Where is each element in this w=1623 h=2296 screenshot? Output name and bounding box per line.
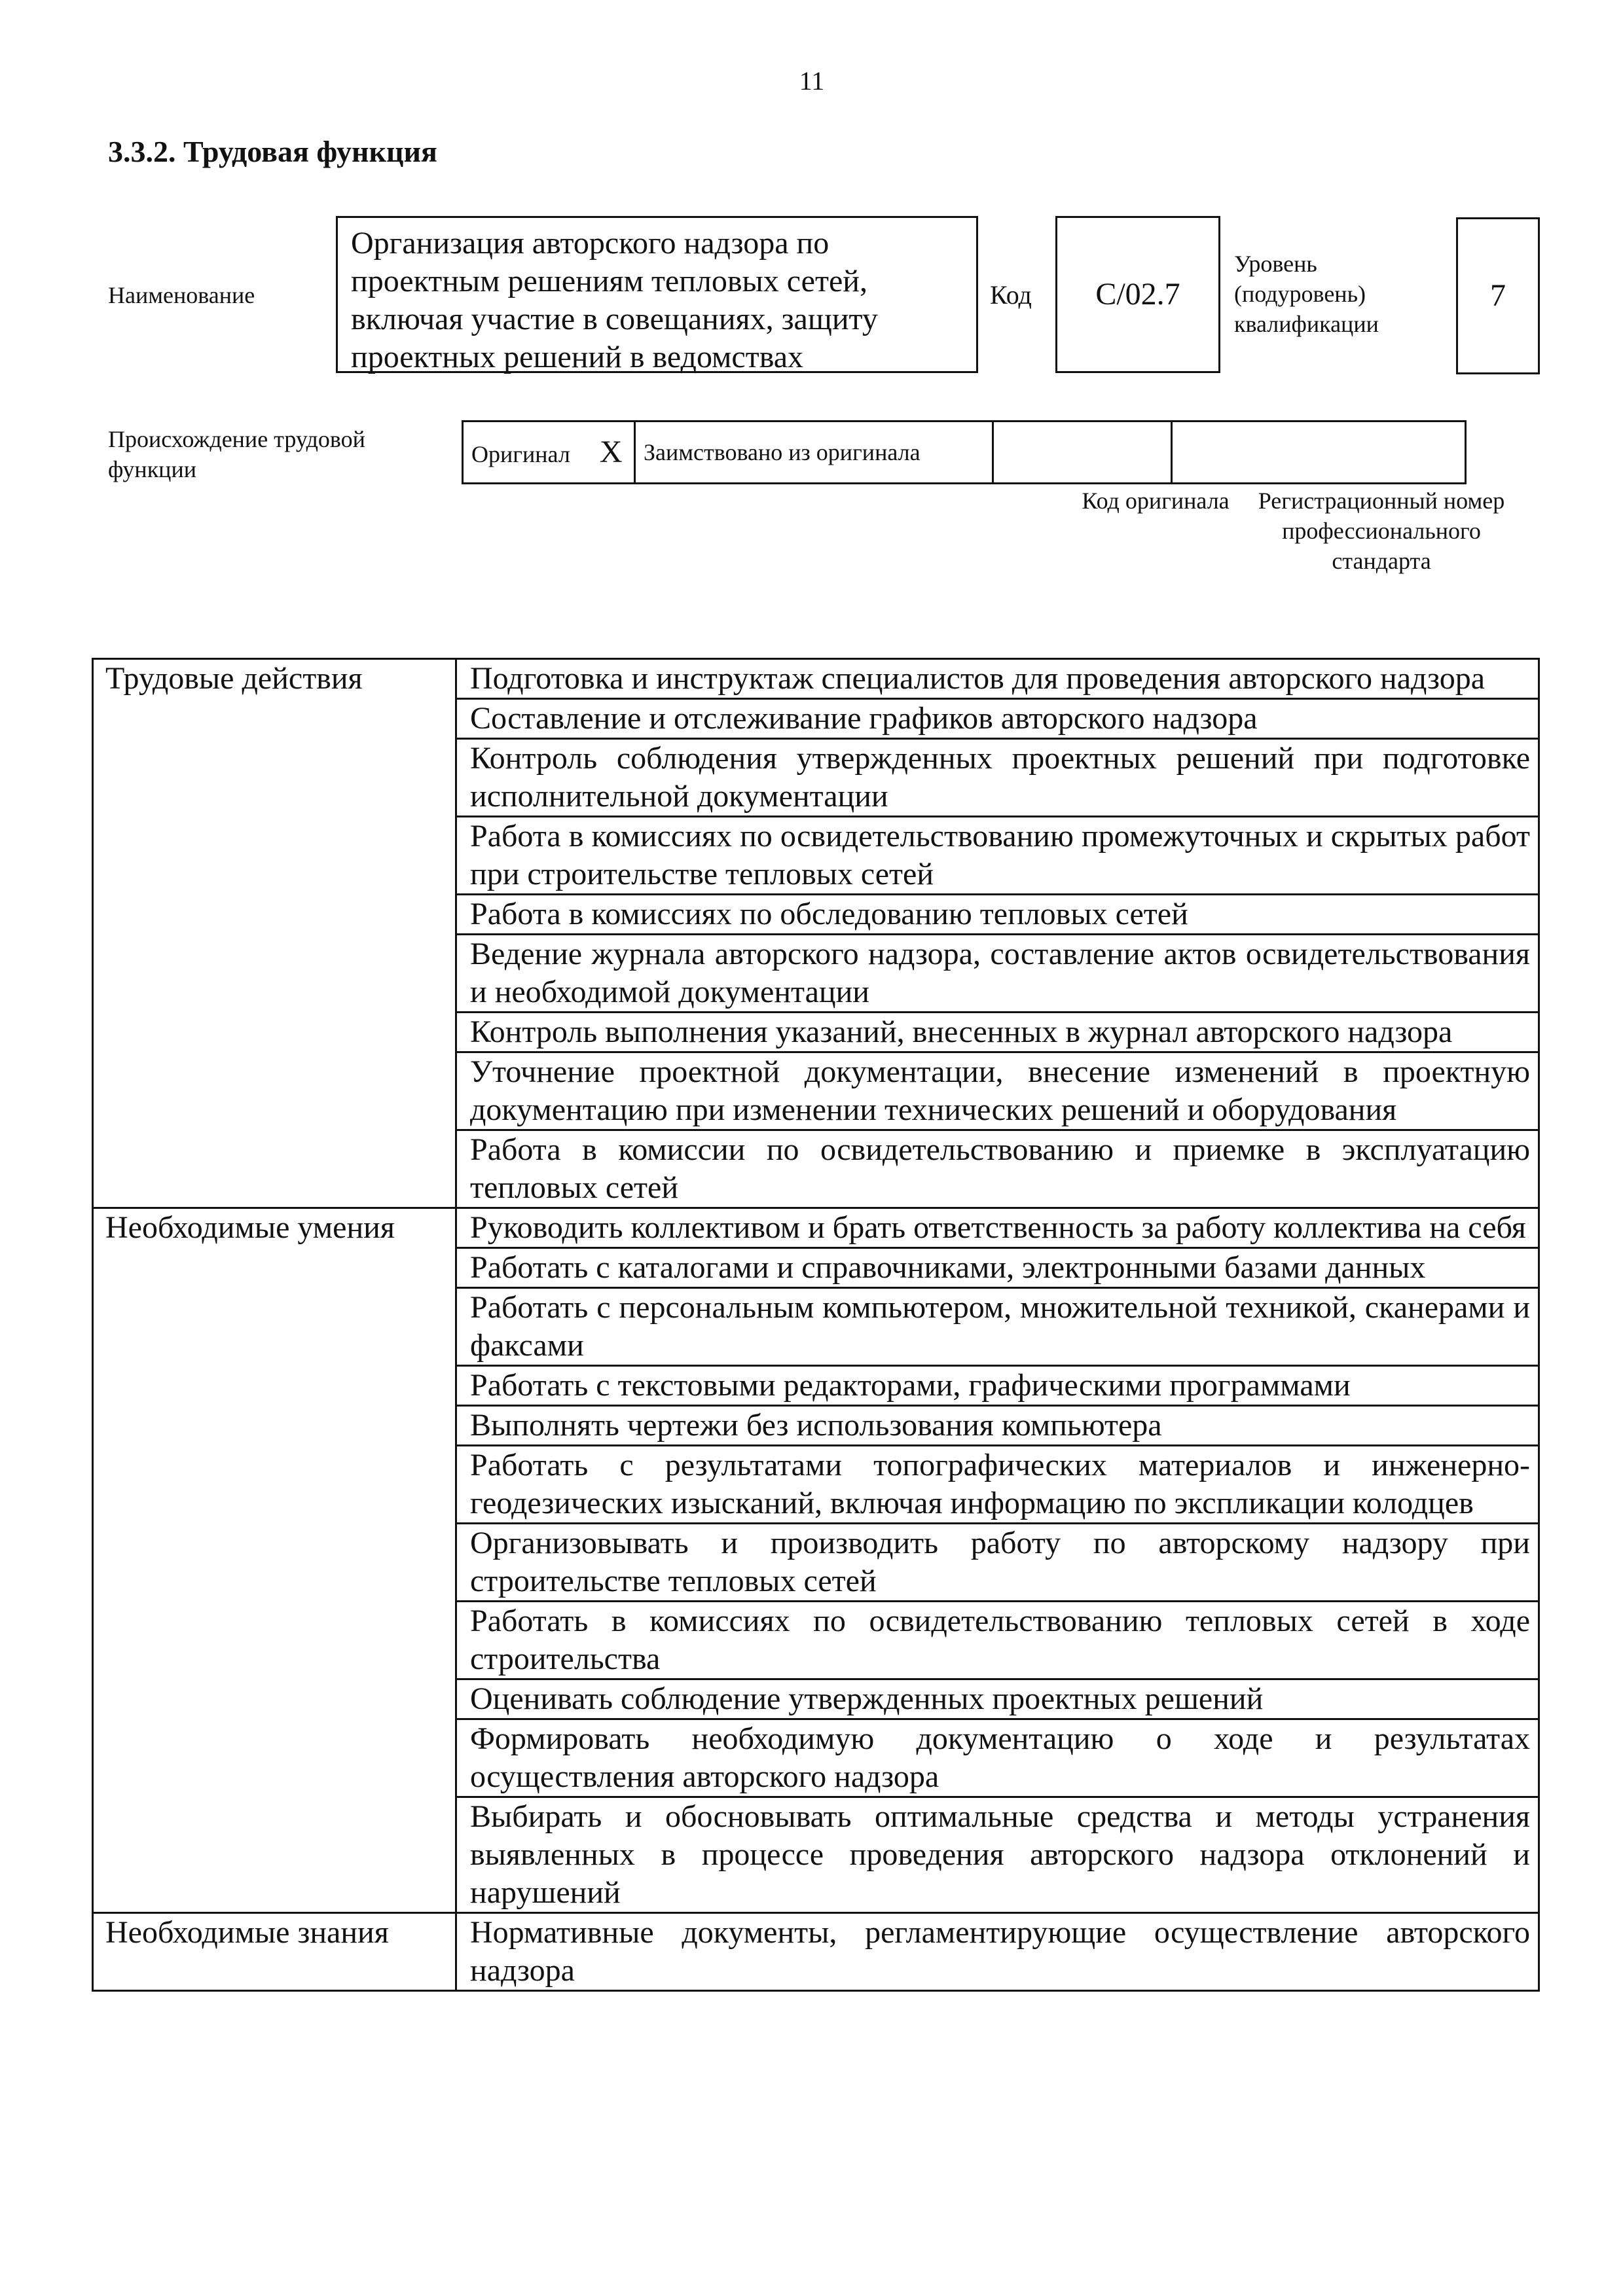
required-knowledge-category: Необходимые знания <box>93 1913 456 1991</box>
code-value: C/02.7 <box>1095 277 1180 312</box>
level-label <box>1234 249 1444 339</box>
original-label: Оригинал <box>471 441 570 467</box>
labor-actions-item: Составление и отслеживание графиков авторского надзора <box>456 699 1539 739</box>
page-number: 11 <box>799 66 825 96</box>
required-skills-category: Необходимые умения <box>93 1208 456 1913</box>
original-code-caption: Код оригинала <box>1082 488 1230 514</box>
origin-registration-cell <box>1172 422 1466 484</box>
table-row <box>93 659 1539 699</box>
table-row <box>93 1208 1539 1248</box>
name-value: Организация авторского надзора по проектным решениям тепловых сетей, включая участие в совещаниях, защиту проектных решений в ведомствах <box>351 226 878 374</box>
level-label-text: Уровень (подуровень) квалификации <box>1234 251 1379 337</box>
origin-label: Происхождение трудовой функции <box>108 426 365 482</box>
original-mark: X <box>599 435 623 469</box>
required-skills-item: Работать с каталогами и справочниками, электронными базами данных <box>456 1248 1539 1288</box>
labor-actions-item: Работа в комиссиях по освидетельствованию промежуточных и скрытых работ при строительстве тепловых сетей <box>456 817 1539 895</box>
labor-function-table <box>92 658 1540 1992</box>
code-label: Код <box>990 280 1032 310</box>
required-skills-item: Формировать необходимую документацию о ходе и результатах осуществления авторского надзора <box>456 1719 1539 1797</box>
labor-actions-item: Контроль выполнения указаний, внесенных в журнал авторского надзора <box>456 1013 1539 1052</box>
origin-original-cell <box>463 422 635 484</box>
required-skills-item: Выбирать и обосновывать оптимальные средства и методы устранения выявленных в процессе проведения авторского надзора отклонений и нарушений <box>456 1797 1539 1913</box>
labor-actions-item: Работа в комиссии по освидетельствованию и приемке в эксплуатацию тепловых сетей <box>456 1130 1539 1208</box>
required-skills-item: Работать в комиссиях по освидетельствованию тепловых сетей в ходе строительства <box>456 1602 1539 1679</box>
labor-actions-item: Контроль соблюдения утвержденных проектных решений при подготовке исполнительной документации <box>456 739 1539 817</box>
required-skills-item: Работать с результатами топографических материалов и инженерно-геодезических изысканий, включая информацию по экспликации колодцев <box>456 1446 1539 1524</box>
labor-actions-item: Ведение журнала авторского надзора, составление актов освидетельствования и необходимой документации <box>456 935 1539 1013</box>
origin-borrowed-cell <box>635 422 993 484</box>
name-value-box <box>336 216 978 373</box>
required-knowledge-item: Нормативные документы, регламентирующие осуществление авторского надзора <box>456 1913 1539 1991</box>
borrowed-label: Заимствовано из оригинала <box>644 439 921 465</box>
registration-number-caption: Регистрационный номер профессионального стандарта <box>1258 488 1505 574</box>
code-value-box <box>1055 216 1220 373</box>
labor-actions-item: Подготовка и инструктаж специалистов для проведения авторского надзора <box>456 659 1539 699</box>
table-row <box>93 1913 1539 1991</box>
origin-table <box>462 420 1467 484</box>
labor-actions-category: Трудовые действия <box>93 659 456 1208</box>
required-skills-item: Выполнять чертежи без использования компьютера <box>456 1406 1539 1446</box>
origin-code-cell <box>993 422 1172 484</box>
name-label: Наименование <box>108 282 255 308</box>
level-value: 7 <box>1490 278 1506 313</box>
required-skills-item: Работать с персональным компьютером, множительной техникой, сканерами и факсами <box>456 1288 1539 1366</box>
required-skills-item: Организовывать и производить работу по авторскому надзору при строительстве тепловых сетей <box>456 1524 1539 1602</box>
labor-actions-item: Уточнение проектной документации, внесение изменений в проектную документацию при изменении технических решений и оборудования <box>456 1052 1539 1130</box>
required-skills-item: Работать с текстовыми редакторами, графическими программами <box>456 1366 1539 1406</box>
level-value-box <box>1456 217 1540 374</box>
labor-actions-item: Работа в комиссиях по обследованию тепловых сетей <box>456 895 1539 935</box>
section-title: 3.3.2. Трудовая функция <box>108 135 437 168</box>
required-skills-item: Руководить коллективом и брать ответственность за работу коллектива на себя <box>456 1208 1539 1248</box>
required-skills-item: Оценивать соблюдение утвержденных проектных решений <box>456 1679 1539 1719</box>
